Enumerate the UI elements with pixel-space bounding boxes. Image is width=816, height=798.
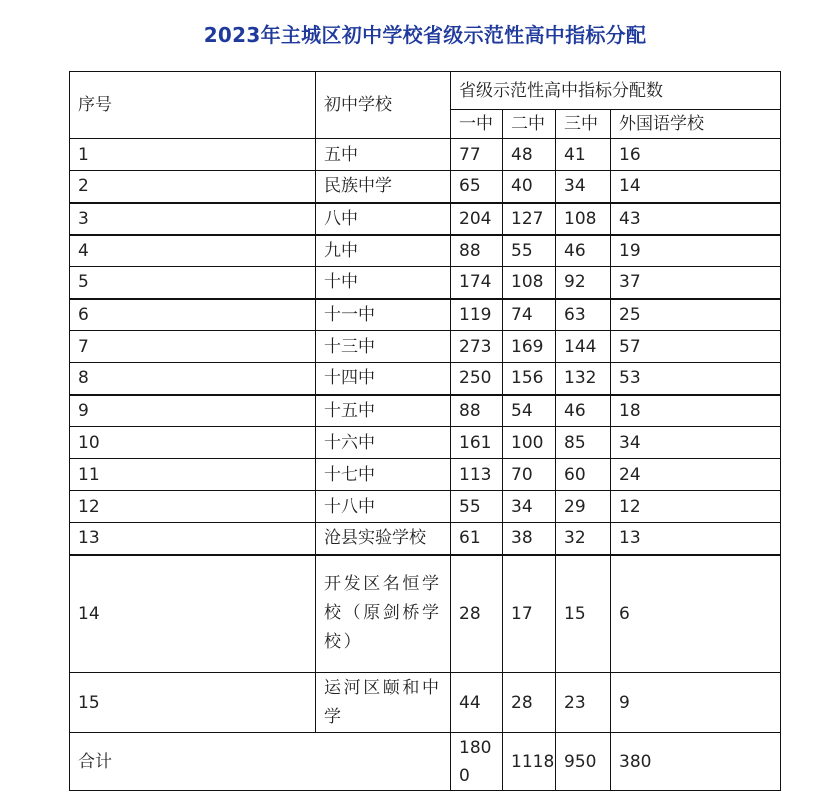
quota-cell-yizhong: 44 bbox=[451, 673, 503, 733]
quota-cell-foreign-language-school: 14 bbox=[611, 171, 781, 203]
table-row bbox=[70, 395, 781, 427]
quota-cell-foreign-language-school: 6 bbox=[611, 555, 781, 673]
quota-cell-sanzhong: 32 bbox=[556, 523, 611, 555]
quota-cell-sanzhong: 46 bbox=[556, 395, 611, 427]
quota-cell-yizhong: 119 bbox=[451, 299, 503, 331]
table-row bbox=[70, 171, 781, 203]
quota-cell-yizhong: 88 bbox=[451, 235, 503, 267]
quota-cell-sanzhong: 15 bbox=[556, 555, 611, 673]
table-row bbox=[70, 203, 781, 235]
seq-cell: 5 bbox=[70, 267, 316, 299]
quota-cell-foreign-language-school: 12 bbox=[611, 491, 781, 523]
quota-cell-foreign-language-school: 24 bbox=[611, 459, 781, 491]
quota-cell-foreign-language-school: 34 bbox=[611, 427, 781, 459]
header-erzhong: 二中 bbox=[503, 110, 556, 139]
quota-cell-yizhong: 204 bbox=[451, 203, 503, 235]
quota-cell-erzhong: 34 bbox=[503, 491, 556, 523]
table-row bbox=[70, 267, 781, 299]
table-row bbox=[70, 139, 781, 171]
table-row bbox=[70, 235, 781, 267]
total-row bbox=[70, 733, 781, 791]
seq-cell: 15 bbox=[70, 673, 316, 733]
quota-cell-yizhong: 65 bbox=[451, 171, 503, 203]
header-seq: 序号 bbox=[70, 72, 316, 139]
allocation-table bbox=[69, 71, 781, 791]
total-label: 合计 bbox=[70, 733, 451, 791]
total-cell-yizhong: 1800 bbox=[451, 733, 503, 791]
table-row bbox=[70, 523, 781, 555]
quota-cell-foreign-language-school: 18 bbox=[611, 395, 781, 427]
quota-cell-sanzhong: 132 bbox=[556, 363, 611, 395]
seq-cell: 2 bbox=[70, 171, 316, 203]
page-title: 2023年主城区初中学校省级示范性高中指标分配 bbox=[203, 23, 647, 47]
quota-cell-erzhong: 54 bbox=[503, 395, 556, 427]
seq-cell: 9 bbox=[70, 395, 316, 427]
school-cell: 十五中 bbox=[316, 395, 451, 427]
quota-cell-foreign-language-school: 16 bbox=[611, 139, 781, 171]
school-cell: 运河区颐和中学 bbox=[316, 673, 451, 733]
school-cell: 十中 bbox=[316, 267, 451, 299]
seq-cell: 12 bbox=[70, 491, 316, 523]
header-foreign-language-school: 外国语学校 bbox=[611, 110, 781, 139]
table-row bbox=[70, 555, 781, 673]
quota-cell-foreign-language-school: 19 bbox=[611, 235, 781, 267]
total-cell-erzhong: 1118 bbox=[503, 733, 556, 791]
quota-cell-sanzhong: 41 bbox=[556, 139, 611, 171]
seq-cell: 6 bbox=[70, 299, 316, 331]
quota-cell-yizhong: 250 bbox=[451, 363, 503, 395]
quota-cell-sanzhong: 92 bbox=[556, 267, 611, 299]
school-cell: 十七中 bbox=[316, 459, 451, 491]
quota-cell-erzhong: 74 bbox=[503, 299, 556, 331]
total-cell-foreign-language-school: 380 bbox=[611, 733, 781, 791]
school-cell: 八中 bbox=[316, 203, 451, 235]
quota-cell-foreign-language-school: 53 bbox=[611, 363, 781, 395]
seq-cell: 10 bbox=[70, 427, 316, 459]
seq-cell: 14 bbox=[70, 555, 316, 673]
seq-cell: 11 bbox=[70, 459, 316, 491]
school-cell: 十八中 bbox=[316, 491, 451, 523]
quota-cell-sanzhong: 60 bbox=[556, 459, 611, 491]
seq-cell: 4 bbox=[70, 235, 316, 267]
quota-cell-erzhong: 40 bbox=[503, 171, 556, 203]
seq-cell: 7 bbox=[70, 331, 316, 363]
quota-cell-sanzhong: 23 bbox=[556, 673, 611, 733]
total-cell-sanzhong: 950 bbox=[556, 733, 611, 791]
quota-cell-sanzhong: 108 bbox=[556, 203, 611, 235]
quota-cell-sanzhong: 85 bbox=[556, 427, 611, 459]
school-cell: 十四中 bbox=[316, 363, 451, 395]
table-row bbox=[70, 331, 781, 363]
seq-cell: 1 bbox=[70, 139, 316, 171]
quota-cell-sanzhong: 63 bbox=[556, 299, 611, 331]
quota-cell-foreign-language-school: 37 bbox=[611, 267, 781, 299]
quota-cell-foreign-language-school: 43 bbox=[611, 203, 781, 235]
quota-cell-erzhong: 100 bbox=[503, 427, 556, 459]
quota-cell-yizhong: 273 bbox=[451, 331, 503, 363]
school-cell: 十六中 bbox=[316, 427, 451, 459]
table-row bbox=[70, 459, 781, 491]
school-cell: 沧县实验学校 bbox=[316, 523, 451, 555]
quota-cell-erzhong: 169 bbox=[503, 331, 556, 363]
header-allocation-group: 省级示范性高中指标分配数 bbox=[451, 72, 781, 110]
quota-cell-sanzhong: 29 bbox=[556, 491, 611, 523]
quota-cell-erzhong: 127 bbox=[503, 203, 556, 235]
quota-cell-erzhong: 55 bbox=[503, 235, 556, 267]
quota-cell-erzhong: 156 bbox=[503, 363, 556, 395]
quota-cell-sanzhong: 34 bbox=[556, 171, 611, 203]
quota-cell-erzhong: 28 bbox=[503, 673, 556, 733]
header-yizhong: 一中 bbox=[451, 110, 503, 139]
quota-cell-yizhong: 55 bbox=[451, 491, 503, 523]
seq-cell: 13 bbox=[70, 523, 316, 555]
school-cell: 民族中学 bbox=[316, 171, 451, 203]
table-row bbox=[70, 491, 781, 523]
quota-cell-erzhong: 38 bbox=[503, 523, 556, 555]
seq-cell: 3 bbox=[70, 203, 316, 235]
table-row bbox=[70, 299, 781, 331]
quota-cell-sanzhong: 46 bbox=[556, 235, 611, 267]
school-cell: 十三中 bbox=[316, 331, 451, 363]
quota-cell-foreign-language-school: 9 bbox=[611, 673, 781, 733]
quota-cell-foreign-language-school: 25 bbox=[611, 299, 781, 331]
quota-cell-yizhong: 77 bbox=[451, 139, 503, 171]
school-cell: 九中 bbox=[316, 235, 451, 267]
table-row bbox=[70, 363, 781, 395]
school-cell: 开发区名恒学校（原剑桥学校） bbox=[316, 555, 451, 673]
quota-cell-erzhong: 108 bbox=[503, 267, 556, 299]
quota-cell-erzhong: 70 bbox=[503, 459, 556, 491]
quota-cell-erzhong: 48 bbox=[503, 139, 556, 171]
quota-cell-yizhong: 88 bbox=[451, 395, 503, 427]
seq-cell: 8 bbox=[70, 363, 316, 395]
quota-cell-erzhong: 17 bbox=[503, 555, 556, 673]
header-school: 初中学校 bbox=[316, 72, 451, 139]
school-cell: 五中 bbox=[316, 139, 451, 171]
header-sanzhong: 三中 bbox=[556, 110, 611, 139]
quota-cell-sanzhong: 144 bbox=[556, 331, 611, 363]
school-cell: 十一中 bbox=[316, 299, 451, 331]
quota-cell-yizhong: 174 bbox=[451, 267, 503, 299]
quota-cell-yizhong: 28 bbox=[451, 555, 503, 673]
quota-cell-yizhong: 113 bbox=[451, 459, 503, 491]
quota-cell-foreign-language-school: 57 bbox=[611, 331, 781, 363]
table-row bbox=[70, 673, 781, 733]
quota-cell-foreign-language-school: 13 bbox=[611, 523, 781, 555]
quota-cell-yizhong: 161 bbox=[451, 427, 503, 459]
quota-cell-yizhong: 61 bbox=[451, 523, 503, 555]
header-row bbox=[70, 72, 781, 110]
table-row bbox=[70, 427, 781, 459]
